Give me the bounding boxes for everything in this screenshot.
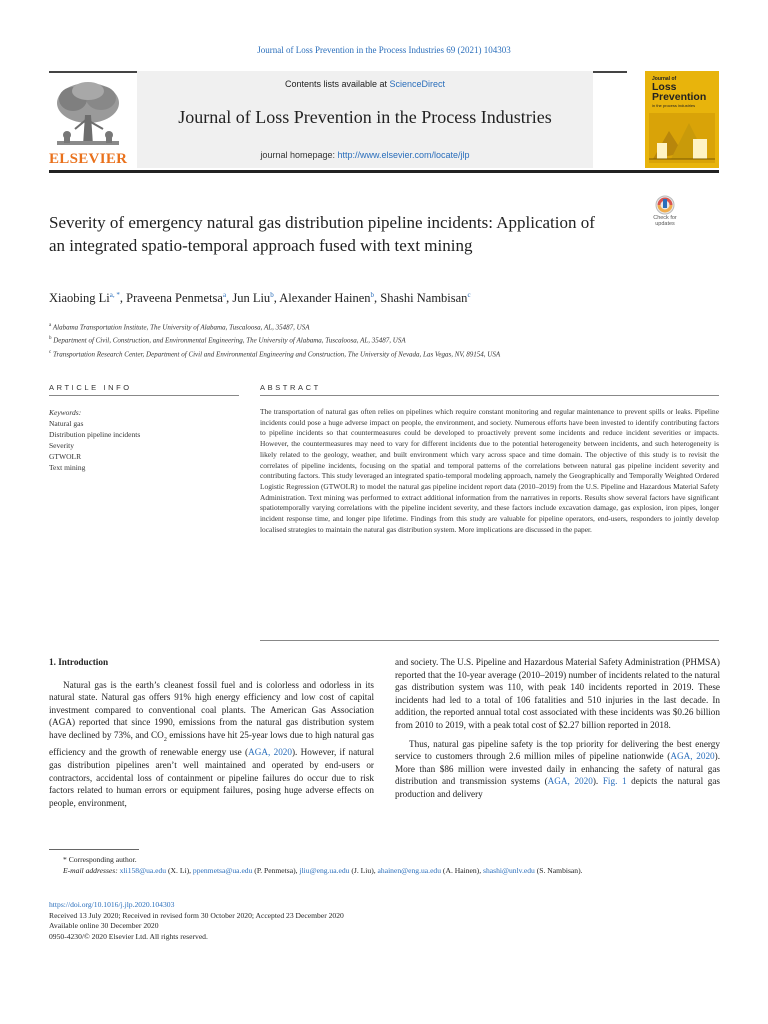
- keyword-item[interactable]: Severity: [49, 441, 74, 450]
- keywords-block: [49, 407, 239, 473]
- masthead-center-panel: [137, 71, 593, 168]
- author-1-name: Xiaobing Li: [49, 291, 110, 306]
- journal-homepage-line: [137, 150, 593, 160]
- abstract-text: The transportation of natural gas often relies on pipelines which require constant monitoring and regular maintenance to prevent spills or leaks. Pipeline incidents could pose a huge adverse impact on people, the environment, and society. Numerous efforts have been invested to identify contributing factors to pipeline incidents so that countermeasures could be developed to proactively prevent some incidents and reduce incident severities or impacts. However, the countermeasures may need to vary for different incidents due to the potential heterogeneity between incidents, and such heterogeneity is likely related to the geology, weather, and built environment which vary across space and time domain. The objective of this study is to revisit the correlates of pipeline incidents, focusing on the spatial and temporal patterns of the correlations between natural gas pipeline incident severity and contributing factors. This study leveraged an integrated spatio-temporal modeling approach, namely the Geographically and Temporally Weighted Ordered Logistic Regression (GTWOLR) to model the natural gas pipeline incident report data (2010–2019) from the U.S. Pipeline and Hazardous Material Safety Administration. Text mining was performed to extract additional information from the narratives in reports. Results show several factors have significant spatiotemporally varying correlations with the pipeline incident severity, and these factors include excavation damage, gas explosion, iron pipes, longer incident response time, and longer pipe lifetime. Findings from this study are valuable for pipeline operators, end-users, responders to jointly develop localised strategies to maintain the natural gas distribution system. More implications are discussed in the paper.: [260, 407, 719, 534]
- email-label: E-mail addresses:: [63, 866, 120, 875]
- email-link-penmetsa[interactable]: ppenmetsa@ua.edu: [192, 866, 253, 875]
- affiliation-b-text: Department of Civil, Construction, and Environmental Engineering, The University of Alabama, Tuscaloosa, AL, 35487, USA: [53, 336, 406, 345]
- author-4-name: Alexander Hainen: [279, 291, 371, 306]
- cover-title: [652, 82, 706, 102]
- affiliation-b-sup: b: [49, 336, 52, 342]
- article-info-rule: [49, 395, 239, 396]
- journal-title: Journal of Loss Prevention in the Process Industries: [178, 107, 552, 127]
- cover-line-3: Prevention: [652, 91, 707, 103]
- contents-prefix: Contents lists available at: [284, 79, 390, 89]
- elsevier-wordmark: ELSEVIER: [49, 151, 128, 167]
- homepage-label: journal homepage:: [260, 150, 338, 160]
- author-2-sup: a: [222, 291, 227, 299]
- keyword-item[interactable]: Natural gas: [49, 419, 84, 428]
- email-owner: (A. Hainen),: [441, 866, 483, 875]
- affiliation-c: [49, 347, 719, 360]
- affiliation-c-text: Transportation Research Center, Department of Civil and Environmental Engineering and Construction, The University of Nevada, Las Vegas, NV, 89154, USA: [52, 349, 501, 358]
- intro-paragraph-1: [49, 679, 374, 810]
- affiliation-c-sup: c: [49, 349, 52, 355]
- keyword-item[interactable]: Distribution pipeline incidents: [49, 430, 141, 439]
- check-for-updates-badge[interactable]: [645, 194, 685, 232]
- affiliation-a-sup: a: [49, 323, 52, 328]
- affiliation-b: [49, 333, 719, 346]
- email-link-liu[interactable]: jliu@eng.ua.edu: [299, 866, 350, 875]
- author-1[interactable]: [49, 291, 120, 305]
- keywords-label: Keywords:: [49, 408, 82, 417]
- intro-p2-text-b: ). More than $86 million were invested daily in enhancing the safety of natural gas distribution and transmission systems (: [395, 751, 721, 787]
- corresponding-author-note: * Corresponding author.: [63, 855, 137, 864]
- cover-artwork-icon: [649, 113, 715, 163]
- sciencedirect-link[interactable]: ScienceDirect: [389, 79, 446, 89]
- citation-link-aga[interactable]: AGA, 2020: [547, 776, 593, 787]
- footnote-rule: [49, 849, 139, 850]
- intro-paragraph-1-cont: and society. The U.S. Pipeline and Hazardous Material Safety Administration (PHMSA) reported that the 10-year average (2010–2019) number of incidents related to the natural gas distribution system was 110, with peak 140 incidents reported in 2019. These incidents had led to a total of 106 fatalities and 510 injuries in the last decade. In addition, the reported annual total cost associated with these incidents was $0.26 billion from 2010 to 2019, with a peak total cost of $2.27 billion reported in 2018.: [395, 657, 721, 730]
- check-for-updates-label: Check for updates: [653, 215, 677, 227]
- author-2-name: Praveena Penmetsa: [126, 291, 223, 306]
- contents-available-line: [137, 79, 593, 89]
- intro-p2-text-a: Thus, natural gas pipeline safety is the top priority for delivering the best energy service to customers through 2.6 million miles of pipeline nationwide (: [395, 738, 720, 762]
- publication-info: [49, 900, 719, 942]
- intro-p1-text-a: Natural gas is the earth’s cleanest fossil fuel and is colorless and odorless in its natural state. Natural gas offers 91% high energy efficiency and low cost of capital investment compared to conventional coal plants. The American Gas Association (AGA) reported that since 1990, emissions from the natural gas distribution system have declined by 73%, and CO: [49, 679, 374, 740]
- affiliations: [49, 320, 719, 360]
- footnotes: [49, 854, 719, 876]
- abstract-rule: [260, 395, 719, 396]
- intro-p1-text-b: emissions have hit 25-year lows due to high natural gas efficiency and the growth of renewable energy use (: [49, 729, 374, 758]
- check-for-updates-icon: [645, 194, 685, 216]
- intro-paragraph-2: [395, 738, 720, 801]
- email-owner: (S. Nambisan).: [534, 866, 583, 875]
- keyword-item[interactable]: GTWOLR: [49, 452, 82, 461]
- available-online-date: Available online 30 December 2020: [49, 921, 159, 931]
- affiliation-a: [49, 320, 719, 333]
- citation-link-aga[interactable]: AGA, 2020: [670, 751, 715, 762]
- article-info-heading: ARTICLE INFO: [49, 383, 132, 392]
- body-column-right: [395, 656, 720, 801]
- co2-subscript: 2: [163, 736, 167, 743]
- keyword-item[interactable]: Text mining: [49, 463, 86, 472]
- copyright-line: 0950-4230/© 2020 Elsevier Ltd. All rights reserved.: [49, 931, 208, 941]
- intro-p1-text-c: ). However, if natural gas distribution pipelines aren’t well maintained and operated by end-users or contractors, accidental loss of containment or pipeline failures do occur due to risk factors related to human errors or equipment failures, posing huge adverse effects on people, environment,: [49, 747, 374, 808]
- author-3-sup: b: [270, 291, 274, 299]
- figure-1-link[interactable]: Fig. 1: [602, 776, 627, 787]
- email-owner: (P. Penmetsa),: [252, 866, 300, 875]
- cover-line-2: Loss: [652, 81, 677, 93]
- journal-cover-thumbnail[interactable]: [645, 71, 719, 168]
- cover-line-1: Journal of: [652, 76, 677, 82]
- abstract-bottom-rule: [260, 640, 719, 641]
- body-column-left: [49, 656, 374, 809]
- journal-citation-link[interactable]: Journal of Loss Prevention in the Process Industries 69 (2021) 104303: [257, 45, 511, 55]
- intro-p2-text-c: ).: [592, 776, 603, 787]
- email-owner: (X. Li),: [166, 866, 193, 875]
- email-link-li[interactable]: xli158@ua.edu: [119, 866, 167, 875]
- author-4-sup: b: [370, 291, 375, 299]
- author-1-sup: a, *: [109, 291, 120, 299]
- intro-p2-text-d: depicts the natural gas production and delivery: [395, 776, 720, 799]
- journal-homepage-link[interactable]: http://www.elsevier.com/locate/jlp: [337, 150, 470, 160]
- affiliation-a-text: Alabama Transportation Institute, The University of Alabama, Tuscaloosa, AL, 35487, USA: [52, 323, 310, 332]
- author-5[interactable]: [380, 291, 470, 305]
- elsevier-logo[interactable]: [49, 79, 127, 167]
- email-link-nambisan[interactable]: shashi@unlv.edu: [483, 866, 535, 875]
- author-3-name: Jun Liu: [232, 291, 271, 306]
- introduction-heading: 1. Introduction: [49, 657, 109, 667]
- author-list: Xiaobing $Li^{a, *}$, Praveena Penmetsa$^a$, Jun Liu$^b$, Alexander Hainen$^b$, Shashi Nambisan$^c$: [49, 291, 471, 306]
- doi-link[interactable]: https://doi.org/10.1016/j.jlp.2020.104303: [49, 900, 175, 909]
- author-5-name: Shashi Nambisan: [380, 291, 468, 306]
- abstract-heading: ABSTRACT: [260, 383, 321, 392]
- author-4[interactable]: [279, 291, 374, 305]
- elsevier-tree-icon: [49, 79, 127, 151]
- email-owner: (J. Liu),: [349, 866, 378, 875]
- email-link-hainen[interactable]: ahainen@eng.ua.edu: [377, 866, 442, 875]
- received-dates: Received 13 July 2020; Received in revised form 30 October 2020; Accepted 23 December 2020: [49, 910, 344, 920]
- citation-link-aga[interactable]: AGA, 2020: [248, 747, 292, 758]
- email-addresses: [49, 865, 719, 876]
- journal-masthead: [49, 71, 627, 168]
- article-title: Severity of emergency natural gas distribution pipeline incidents: Application of an integrated spatio-temporal approach fused with text mining: [49, 213, 595, 255]
- author-5-sup: c: [467, 291, 471, 299]
- masthead-bottom-rule: [49, 170, 719, 173]
- author-3[interactable]: [232, 291, 273, 305]
- author-2[interactable]: [126, 291, 226, 305]
- cover-line-4: in the process industries: [652, 103, 696, 108]
